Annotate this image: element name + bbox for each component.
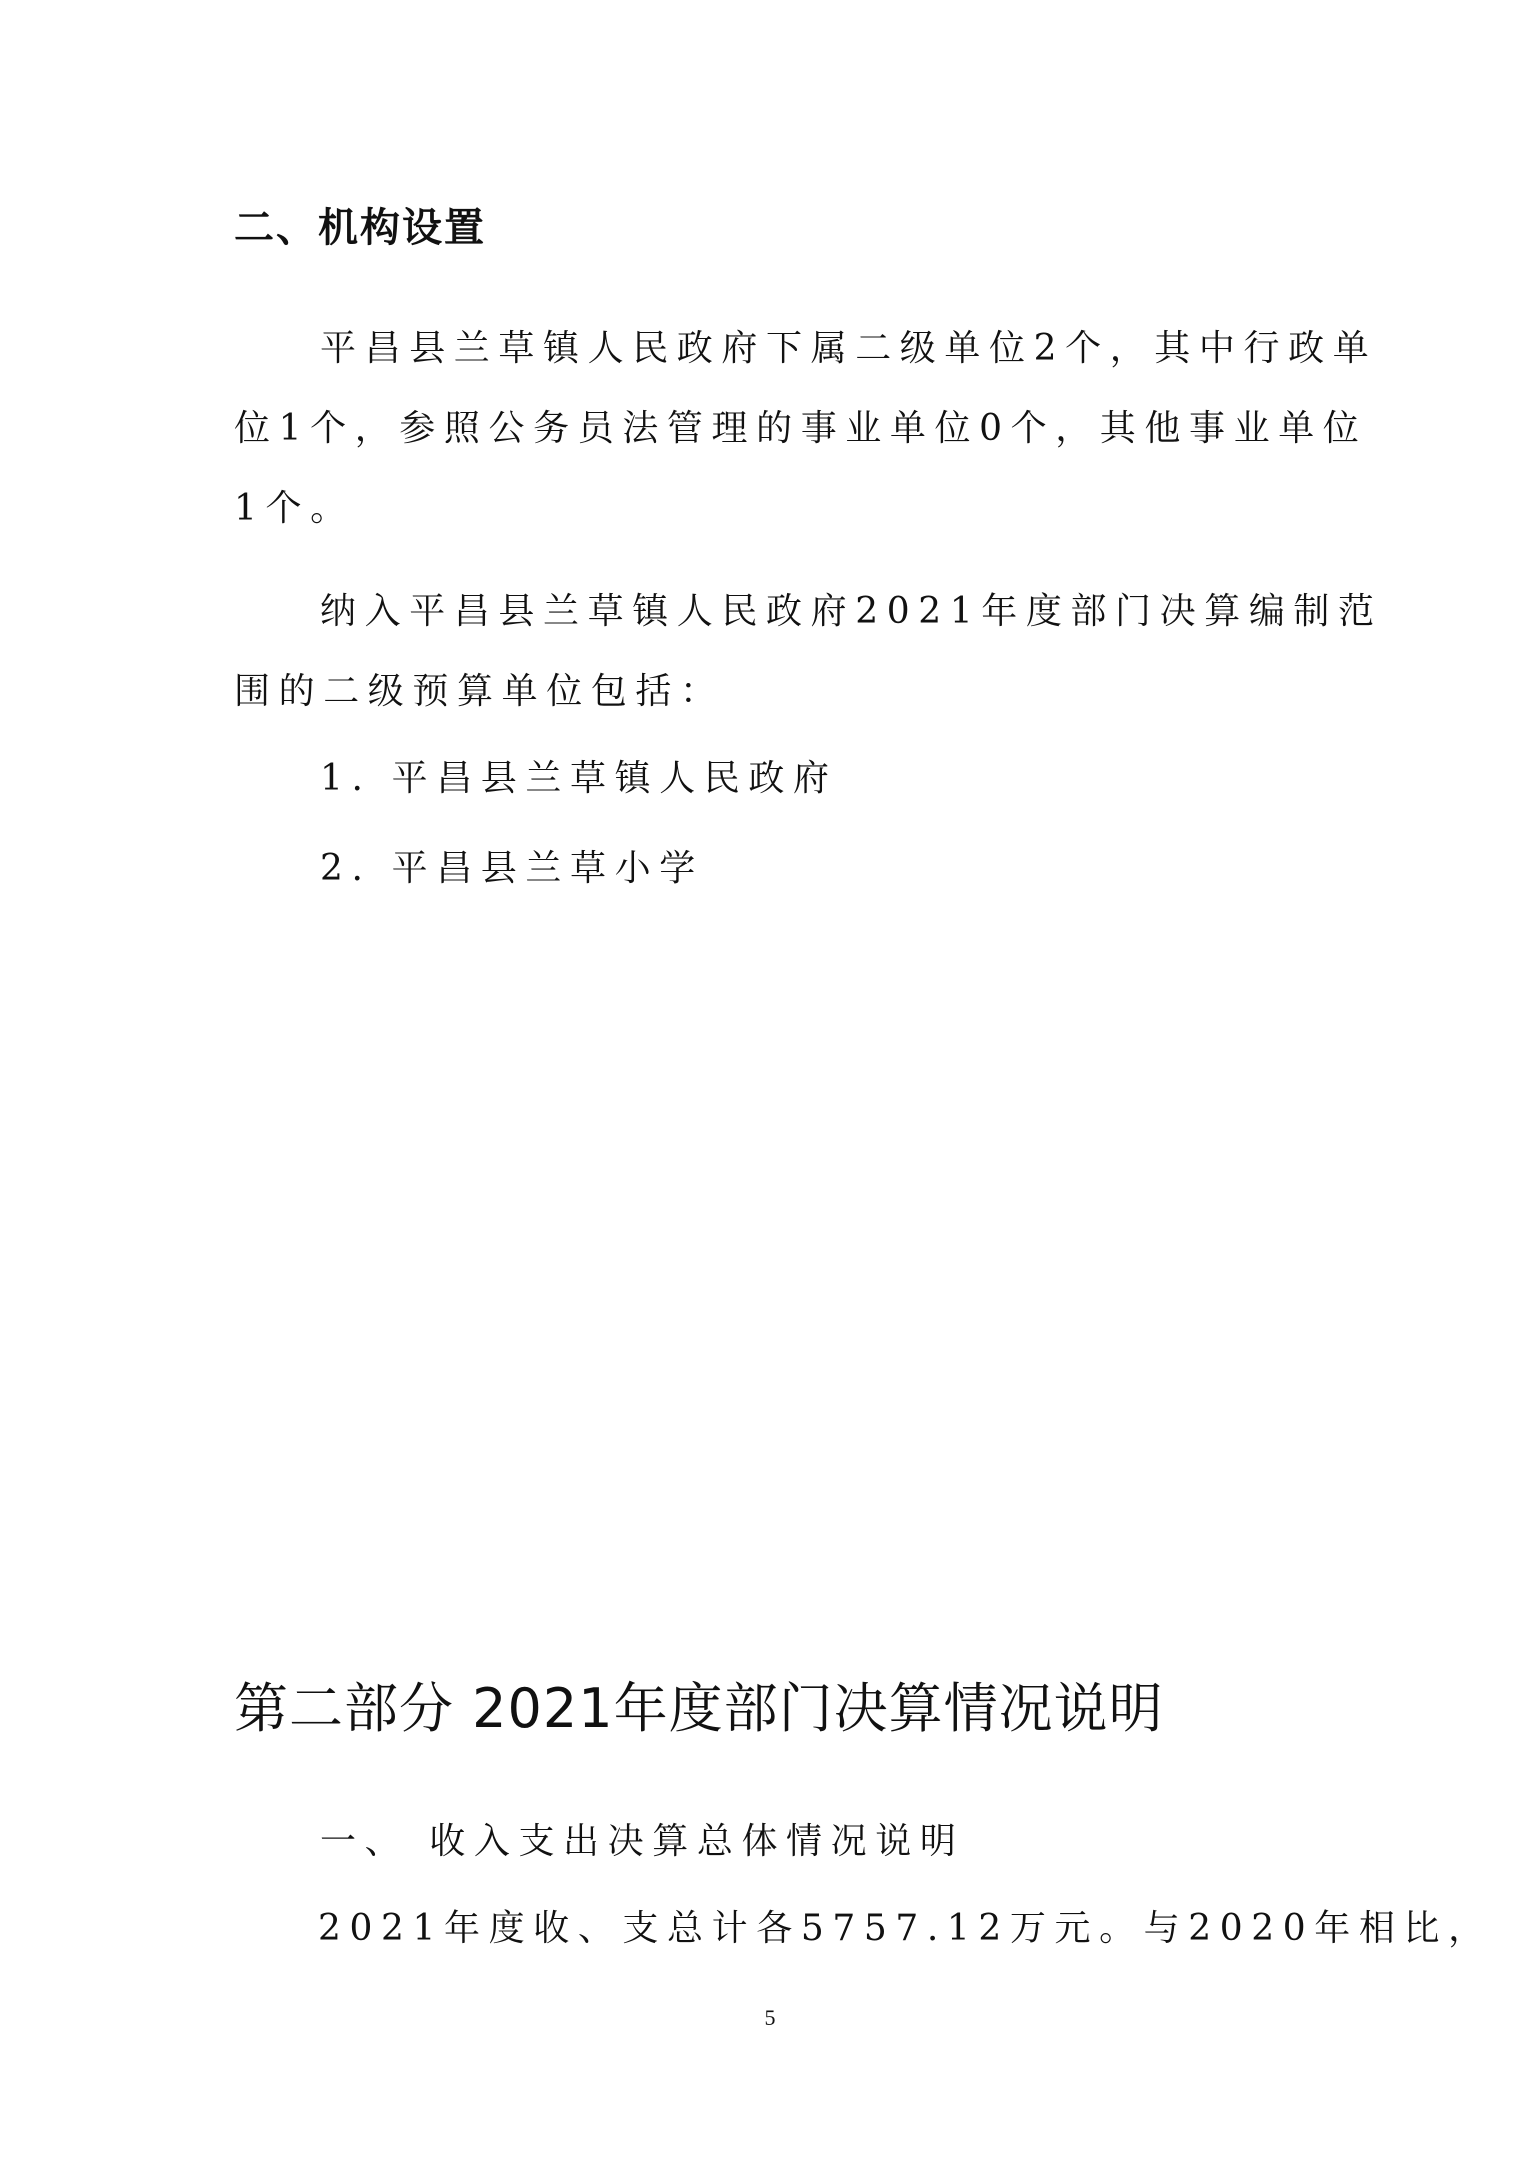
paragraph-line: 平昌县兰草镇人民政府下属二级单位2个，其中行政单 [320,328,1378,369]
paragraph-line: 围的二级预算单位包括： [234,671,725,712]
paragraph-line: 1个。 [234,488,355,529]
list-item: 2. 平昌县兰草小学 [320,848,704,889]
section-heading: 二、机构设置 [234,205,486,251]
list-item: 1. 平昌县兰草镇人民政府 [320,758,838,799]
part-heading: 第二部分 2021年度部门决算情况说明 [234,1677,1164,1740]
paragraph-line: 位1个，参照公务员法管理的事业单位0个，其他事业单位 [234,408,1368,449]
page-number: 5 [764,2005,776,2030]
paragraph-line: 纳入平昌县兰草镇人民政府2021年度部门决算编制范 [320,591,1383,632]
paragraph-line: 2021年度收、支总计各5757.12万元。与2020年相比， [318,1908,1493,1949]
subheading: 一、 收入支出决算总体情况说明 [320,1821,965,1862]
